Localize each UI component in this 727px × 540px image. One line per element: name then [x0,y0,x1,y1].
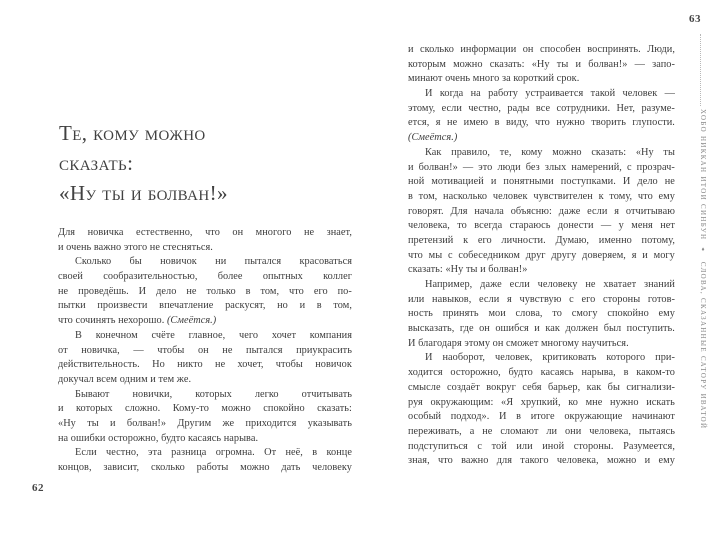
text-line: что сочинять нехорошо. (Смеётся.) [58,315,217,327]
text-line: этому, если честно, рады все сотрудники. Нет, разуме- [408,102,675,114]
page-number-left: 62 [32,482,44,494]
text-line: и которых сложно. Кому-то можно спокойно сказать: [58,403,352,415]
text-line: которым можно сказать: «Ну ты и болван!» — запо- [408,58,675,70]
margin-dotted-rule [700,34,701,106]
text-line: действительность. Но никто не хочет, чтобы новичок [58,359,352,371]
text-line: смысле создаёт вокруг себя барьер, как бы сигнализи- [408,381,675,393]
text-line: что мы с собеседником друг другу доверяем, я и могу [408,249,675,261]
text-line: от новичка, — чтобы он не пытался приукрасить [58,344,352,356]
text-line: ходится осторожно, будто касаясь нарыва, в каком-то [408,367,675,379]
chapter-title-line: сказать: [59,151,134,175]
text-line: переживать, а не сломают ли они человека, пытаясь [408,425,675,437]
chapter-title-line: «Ну ты и болван!» [59,181,228,205]
text-line: руя окружающим: «Я хрупкий, ко мне нужно искать [408,396,675,408]
text-line: ной мотивацией и понятными поступками. И дело не [408,176,675,188]
text-line: докучал всем одним и тем же. [58,373,192,385]
text-line: концов, зависит, сколько работы можно дать человеку [58,462,352,473]
text-line: и сколько информации он способен воспринять. Люди, [408,44,675,55]
text-line: И наоборот, человек, критиковать которого при- [425,352,675,364]
text-line: особый подход». И в итоге окружающие начинают [408,411,675,423]
text-line: в том, насколько человек чувствителен к тому, что ему [408,190,675,202]
text-line: «Ну ты и болван!» Другим же приходится указывать [58,417,352,429]
text-line: Если честно, эта разница огромна. От неё, в конце [75,447,352,459]
chapter-title-line: Те, кому можно [59,121,206,145]
chapter-title [59,118,361,208]
text-line: человека, то всегда стараюсь донести — у меня нет [408,220,675,232]
text-line: зная, что важно для такого человека, можно и ему [408,455,675,467]
right-page-text [408,43,675,469]
text-line: и очень важно этого не стесняться. [58,241,213,253]
text-line: (Смеётся.) [408,132,458,144]
running-head-title: СЛОВА, СКАЗАННЫЕ САТОРУ ИВАТОЙ [699,261,707,430]
text-line: Как правило, те, кому можно сказать: «Ну ты [425,146,675,158]
text-line: И когда на работу устраивается такой человек — [425,88,675,100]
running-head [694,109,707,429]
text-line: не проведёшь. И дело не только в том, что его по- [58,285,352,297]
text-line: претензий к его личности. Думаю, именно потому, [408,234,675,246]
text-line: на ошибки осторожно, будто касаясь нарыва. [58,432,259,444]
text-line: пытки произвести впечатление раскусят, но и в том, [58,300,352,312]
text-line: и болван!» — это люди без злых намерений, с прозрач- [408,161,675,173]
text-line: Например, даже если человеку не хватает знаний [425,279,675,290]
text-line: Бывают новички, которых легко отчитывать [75,388,352,400]
text-line: Для новичка естественно, что он многого не знает, [58,227,352,238]
text-line: В конечном счёте главное, чего хочет компания [75,329,352,341]
running-head-source: ХОБО НИККАН ИТОИ СИНБУН [699,109,707,241]
text-line: высказать, где он ошибся и как должен был поступить. [408,323,675,335]
text-line: или навыков, если я чувствую с его стороны готов- [408,293,675,305]
text-line: говорят. Для начала объясню: даже если я отчитываю [408,205,675,217]
diamond-icon: ♦ [700,247,706,255]
text-line: ность принять мои слова, то смогу спокойно ему [408,308,675,320]
text-line: подступиться с той или иной стороны. Разумеется, [408,440,675,452]
page-number-right: 63 [689,13,701,25]
text-line: ется, я не имею в виду, что нужно творить глупости. [408,117,675,129]
text-line: И благодаря этому он сможет многому научиться. [408,337,629,349]
text-line: минают очень много за короткий срок. [408,73,580,85]
text-line: своей сообразительностью, более опытных коллег [58,271,352,283]
text-line: Сколько бы новичок ни пытался красоваться [75,256,352,268]
left-page-text [58,226,352,476]
text-line: сказать: «Ну ты и болван!» [408,264,528,276]
